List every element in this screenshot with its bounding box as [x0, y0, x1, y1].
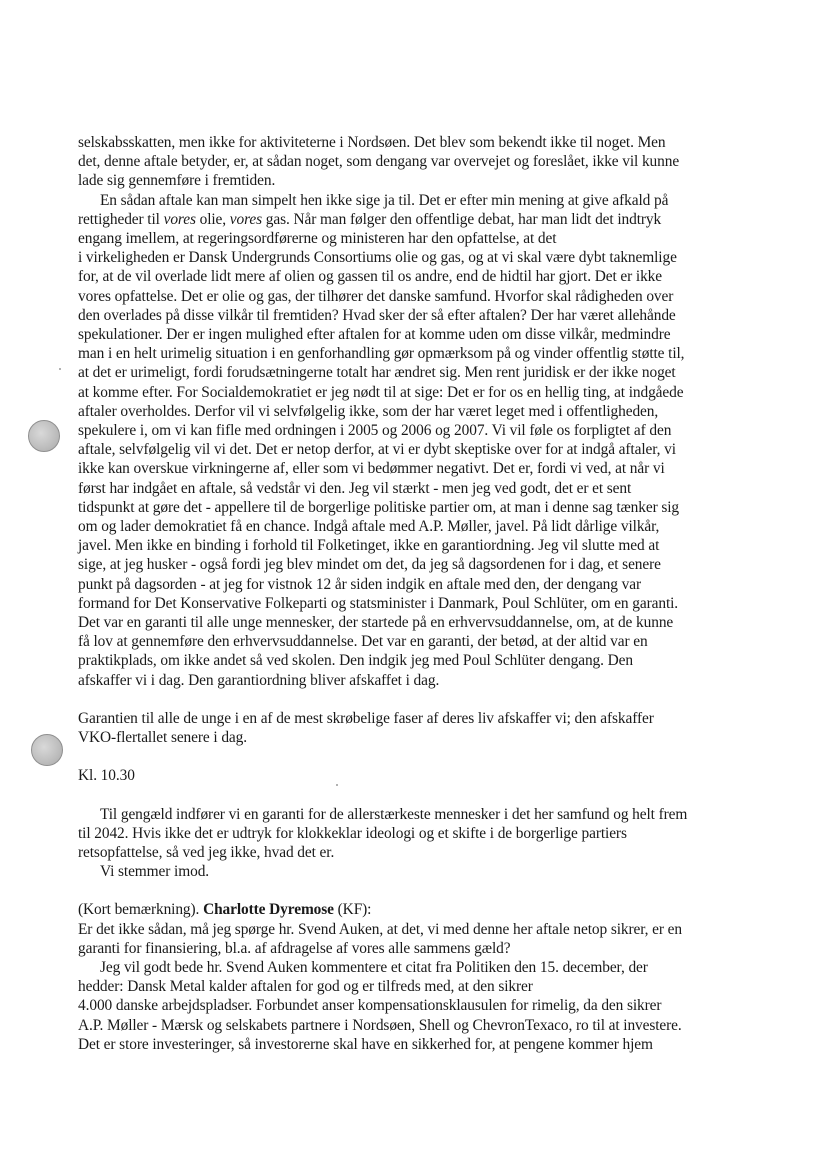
- paragraph: [78, 920, 758, 958]
- speaker-line: [78, 900, 758, 919]
- text-line: rettigheder til vores olie, vores gas. Når man følger den offentlige debat, har man lidt det indtryk: [78, 210, 662, 228]
- text-line: engang imellem, at regeringsordførerne og ministeren har den opfattelse, at det: [78, 230, 557, 248]
- text-line: garanti for finansiering, bl.a. af afdragelse af vores alle sammens gæld?: [78, 939, 511, 957]
- text-line: man i en helt urimelig situation i en genforhandling gør opmærksom på og vinder offentlig støtte til,: [78, 345, 685, 363]
- text-line: hedder: Dansk Metal kalder aftalen for god og er tilfreds med, at den sikrer: [78, 978, 533, 996]
- paragraph-gap: [78, 690, 758, 709]
- text-line: Det er store investeringer, så investorerne skal have en sikkerhed for, at pengene kommer hjem: [78, 1035, 653, 1053]
- text-line: punkt på dagsorden - at jeg for vistnok 12 år siden indgik en aftale med den, der dengang var: [78, 575, 641, 593]
- text-line: at det er urimeligt, fordi forudsætningerne totalt har ændret sig. Men rent juridisk er der ikke noget: [78, 364, 676, 382]
- text-line: i virkeligheden er Dansk Undergrunds Consortiums olie og gas, og at vi skal være dybt taknemlige: [78, 249, 677, 267]
- text-line: En sådan aftale kan man simpelt hen ikke sige ja til. Det er efter min mening at give afkald på: [100, 191, 669, 209]
- paragraph: [78, 133, 758, 191]
- text-line: Vi stemmer imod.: [100, 863, 210, 881]
- text-line: om og lader demokratiet få en chance. Indgå aftale med A.P. Møller, javel. På lidt dårlige vilkår,: [78, 518, 660, 536]
- text-line: Det var en garanti til alle unge mennesker, der startede på en erhvervsuddannelse, om, at de kunne: [78, 614, 674, 632]
- text-line: VKO-flertallet senere i dag.: [78, 729, 247, 747]
- text-line: javel. Men ikke en binding i forhold til Folketinget, ikke en garantiordning. Jeg vil slutte med at: [78, 537, 660, 555]
- time-stamp: [78, 766, 758, 785]
- paragraph-gap: [78, 881, 758, 900]
- text-line: få lov at gennemføre den erhvervsuddannelse. Det var en garanti, der betød, at der altid var en: [78, 633, 648, 651]
- text-line: til 2042. Hvis ikke det er udtryk for klokkeklar ideologi og et skifte i de borgerlige partiers: [78, 824, 627, 842]
- text-line: tidspunkt at gøre det - appellere til de borgerlige politiske partier om, at man i denne sag tænker sig: [78, 498, 680, 516]
- text-line: Jeg vil godt bede hr. Svend Auken kommentere et citat fra Politiken den 15. december, der: [100, 958, 648, 976]
- document-body: [78, 133, 758, 1054]
- text-line: det, denne aftale betyder, er, at sådan noget, som dengang var overvejet og foreslået, ikke vil kunne: [78, 153, 680, 171]
- text-line: spekulationer. Der er ingen mulighed efter aftalen for at komme uden om disse vilkår, medmindre: [78, 326, 671, 344]
- paragraph: [78, 191, 758, 690]
- speaker-party: (KF):: [333, 901, 372, 919]
- text-line: aftaler overholdes. Derfor vil vi selvfølgelig ikke, som der har været leget med i offentligheden,: [78, 402, 659, 420]
- text-line: at komme efter. For Socialdemokratiet er jeg nødt til at sige: Det er for os en hellig ting, at indgåede: [78, 383, 684, 401]
- text-line: spekulere i, om vi kan fifle med ordningen i 2005 og 2006 og 2007. Vi vil føle os forpligtet af den: [78, 422, 672, 440]
- text-line: sige, at jeg husker - også fordi jeg blev mindet om det, da jeg så dagsordenen for i dag, et senere: [78, 556, 661, 574]
- emphasis: vores: [163, 210, 196, 228]
- text-line: for, at de vil overlade lidt mere af olien og gassen til os andre, end de hidtil har gjort. Det er ikke: [78, 268, 662, 286]
- speaker-heading: [78, 900, 758, 919]
- speaker-name: Charlotte Dyremose: [203, 901, 334, 919]
- text-line: Er det ikke sådan, må jeg spørge hr. Svend Auken, at det, vi med denne her aftale netop sikrer, er en: [78, 920, 682, 938]
- paragraph: [78, 709, 758, 747]
- text-line: vores opfattelse. Det er olie og gas, der tilhører det danske samfund. Hvorfor skal rådigheden over: [78, 287, 674, 305]
- punch-hole-top: [28, 420, 60, 452]
- paragraph: [78, 958, 758, 1054]
- text-line: 4.000 danske arbejdspladser. Forbundet anser kompensationsklausulen for rimelig, da den sikrer: [78, 997, 662, 1015]
- scan-speck: [59, 368, 61, 370]
- text-line: først har indgået en aftale, så vedstår vi den. Jeg vil stærkt - men jeg ved godt, det er et sent: [78, 479, 632, 497]
- text-line: afskaffer vi i dag. Den garantiordning bliver afskaffet i dag.: [78, 671, 440, 689]
- text-line: lade sig gennemføre i fremtiden.: [78, 172, 276, 190]
- text-line: praktikplads, om ikke andet så ved skolen. Den indgik jeg med Poul Schlüter dengang. Den: [78, 652, 633, 670]
- punch-hole-bottom: [31, 734, 63, 766]
- paragraph: [78, 805, 758, 882]
- paragraph-gap: [78, 747, 758, 766]
- text-line: A.P. Møller - Mærsk og selskabets partnere i Nordsøen, Shell og ChevronTexaco, ro til at investere.: [78, 1016, 682, 1034]
- text-line: formand for Det Konservative Folkeparti og statsminister i Danmark, Poul Schlüter, om en garanti.: [78, 594, 679, 612]
- text-line: den overlades på disse vilkår til fremtiden? Hvad sker der så efter aftalen? Der har været allehånde: [78, 306, 676, 324]
- text-line: Til gengæld indfører vi en garanti for de allerstærkeste mennesker i det her samfund og helt frem: [100, 805, 688, 823]
- text-line: aftale, selvfølgelig vil vi det. Det er netop derfor, at vi er dybt skeptiske over for at indgå aftaler, vi: [78, 441, 676, 459]
- text-line: Garantien til alle de unge i en af de mest skrøbelige faser af deres liv afskaffer vi; den afskaffer: [78, 709, 654, 727]
- text-line: ikke kan overskue virkningerne af, eller som vi bedømmer negativt. Det er, fordi vi ved, at når vi: [78, 460, 665, 478]
- paragraph-gap: [78, 786, 758, 805]
- time-stamp-text: Kl. 10.30: [78, 767, 135, 785]
- speaker-prefix: (Kort bemærkning).: [78, 901, 204, 919]
- text-line: selskabsskatten, men ikke for aktiviteterne i Nordsøen. Det blev som bekendt ikke til noget. Men: [78, 134, 666, 151]
- text-line: retsopfattelse, så ved jeg ikke, hvad det er.: [78, 843, 335, 861]
- emphasis: vores: [229, 210, 263, 228]
